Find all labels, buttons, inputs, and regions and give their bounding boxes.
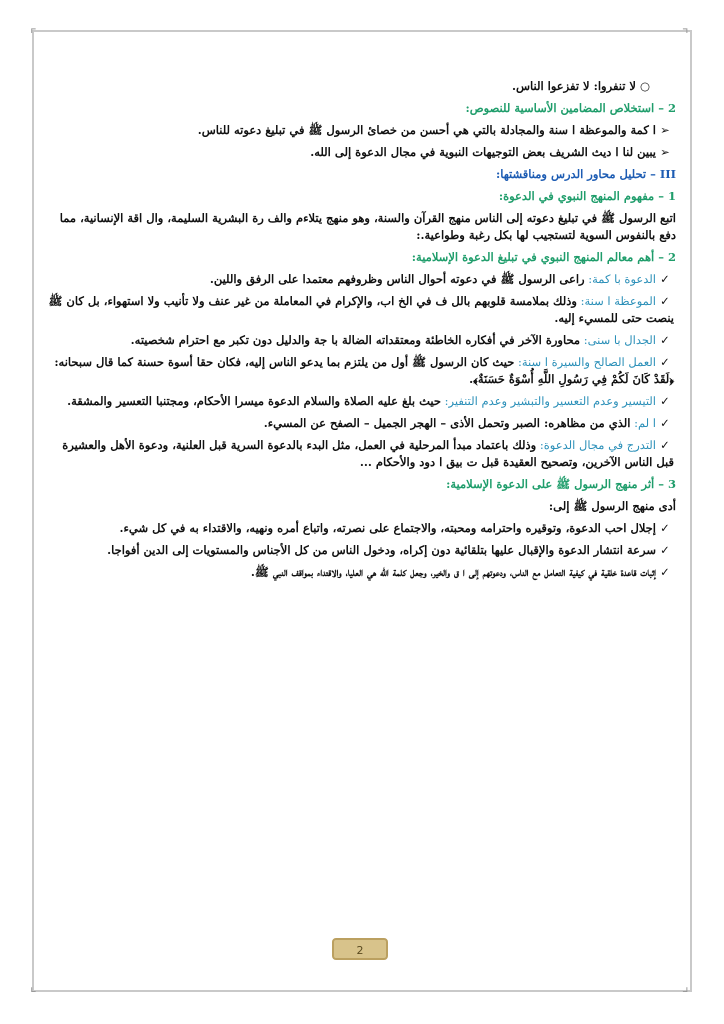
text-run: ا كمة والموعظة ا سنة والمجادلة بالتي هي أحسن من خصائ الرسول ﷺ في تبليغ دعوته للناس. [197, 123, 656, 137]
list-item [44, 437, 676, 471]
page-number: 2 [332, 938, 388, 960]
document-body [44, 78, 676, 586]
bullet-marker: ✓ [660, 333, 670, 347]
text-run: الدعوة با كمة: [584, 272, 656, 286]
bullet-marker: ✓ [660, 521, 670, 535]
list-item [44, 332, 676, 349]
text-run: التدرج في مجال الدعوة: [536, 438, 656, 452]
text-run: حيث بلغ عليه الصلاة والسلام الدعوة ميسرا الأحكام، ومجتنبا التعسير والمشقة. [67, 394, 441, 408]
paragraph-line [44, 498, 676, 515]
bullet-marker: ✓ [660, 294, 670, 308]
text-run: الموعظة ا سنة: [576, 294, 656, 308]
text-run: أدى منهج الرسول ﷺ إلى: [548, 499, 676, 513]
corner-ornament-top-left: ⌜ [30, 27, 37, 43]
corner-ornament-top-right: ⌝ [682, 27, 689, 43]
paragraph-line [44, 210, 676, 244]
text-run: 2 – أهم معالم المنهج النبوي في تبليغ الدعوة الإسلامية: [411, 250, 676, 264]
text-run: يبين لنا ا ديث الشريف بعض التوجيهات النبوية في مجال الدعوة إلى الله. [310, 145, 656, 159]
text-run: ا لم: [630, 416, 656, 430]
paragraph-line [44, 100, 676, 117]
list-item [44, 122, 676, 139]
bullet-marker: ✓ [660, 543, 670, 557]
bullet-marker: ✓ [660, 416, 670, 430]
text-run: وذلك باعتماد مبدأ المرحلية في العمل، مثل البدء بالدعوة السرية قبل العلنية، ودعوة الأهل والعشيرة قبل الناس الآخرين، وتصحيح العقيدة قبل ت بيق ا دود والأحكام ... [62, 438, 674, 469]
corner-ornament-bottom-right: ⌟ [682, 979, 689, 995]
text-run: حيث كان الرسول ﷺ أول من يلتزم بما يدعو الناس إليه، فكان حقا أسوة حسنة كما قال سبحانه: ﴿لَقَدْ كَانَ لَكُمْ فِي رَسُولِ اللَّهِ أُسْوَةٌ حَسَنَةٌ﴾. [54, 355, 674, 386]
text-run: سرعة انتشار الدعوة والإقبال عليها بتلقائية دون إكراه، ودخول الناس من كل الأجناس والمستويات إلى الدين أفواجا. [107, 543, 656, 557]
bullet-marker: ➢ [660, 145, 670, 159]
corner-ornament-bottom-left: ⌞ [30, 979, 37, 995]
text-run: 1 – مفهوم المنهج النبوي في الدعوة: [498, 189, 676, 203]
text-run: راعى الرسول ﷺ في دعوته أحوال الناس وظروفهم معتمدا على الرفق واللين. [209, 272, 585, 286]
list-item [44, 415, 676, 432]
list-item [44, 144, 676, 161]
list-item [44, 78, 676, 95]
text-run: 3 – أثر منهج الرسول ﷺ على الدعوة الإسلامية: [446, 477, 676, 491]
text-run: اتبع الرسول ﷺ في تبليغ دعوته إلى الناس منهج القرآن والسنة، وهو منهج يتلاءم والف رة البشرية السليمة، وال اقة الإنسانية، مما دفع بالنفوس السوية لتستجيب لها بكل رغبة وطواعية.: [59, 211, 676, 242]
list-item [44, 564, 676, 581]
bullet-marker: ✓ [660, 438, 670, 452]
list-item [44, 542, 676, 559]
paragraph-line [44, 249, 676, 266]
text-run: الذي من مظاهره: الصبر وتحمل الأذى – الهجر الجميل – الصفح عن المسيء. [263, 416, 631, 430]
bullet-marker: ✓ [660, 394, 670, 408]
text-run: III – تحليل محاور الدرس ومناقشتها: [495, 167, 676, 181]
paragraph-line [44, 476, 676, 493]
text-run: لا تنفروا: لا تفزعوا الناس. [511, 79, 636, 93]
bullet-marker: ✓ [660, 272, 670, 286]
paragraph-line [44, 166, 676, 183]
text-run: إجلال احب الدعوة، وتوقيره واحترامه ومحبته، والاجتماع على نصرته، واتباع أمره ونهيه، والاقتداء به في كل شيء. [119, 521, 656, 535]
bullet-marker: ○ [639, 79, 651, 93]
paragraph-line [44, 188, 676, 205]
text-run: الجدال با سنى: [580, 333, 656, 347]
text-run: إثبات قاعدة خلقية في كيفية التعامل مع الناس، ودعوتهم إلى ا ق والخير، وجعل كلمة الله هي العليا، والاقتداء بمواقف النبي ﷺ. [250, 565, 656, 579]
text-run: وذلك بملامسة قلوبهم بالل ف في الخ اب، والإكرام في المعاملة من غير عنف ولا تأنيب ولا استهواء، بل كان ﷺ ينصت حتى للمسيء إليه. [48, 294, 674, 325]
list-item [44, 393, 676, 410]
text-run: محاورة الآخر في أفكاره الخاطئة ومعتقداته الضالة با جة والدليل دون تكبر مع احترام شخصيته. [130, 333, 581, 347]
bullet-marker: ✓ [660, 565, 670, 579]
text-run: 2 – استخلاص المضامين الأساسية للنصوص: [465, 101, 676, 115]
list-item [44, 520, 676, 537]
bullet-marker: ✓ [660, 355, 670, 369]
text-run: العمل الصالح والسيرة ا سنة: [514, 355, 656, 369]
list-item [44, 271, 676, 288]
list-item [44, 354, 676, 388]
bullet-marker: ➢ [660, 123, 670, 137]
list-item [44, 293, 676, 327]
text-run: التيسير وعدم التعسير والتبشير وعدم التنفير: [441, 394, 656, 408]
